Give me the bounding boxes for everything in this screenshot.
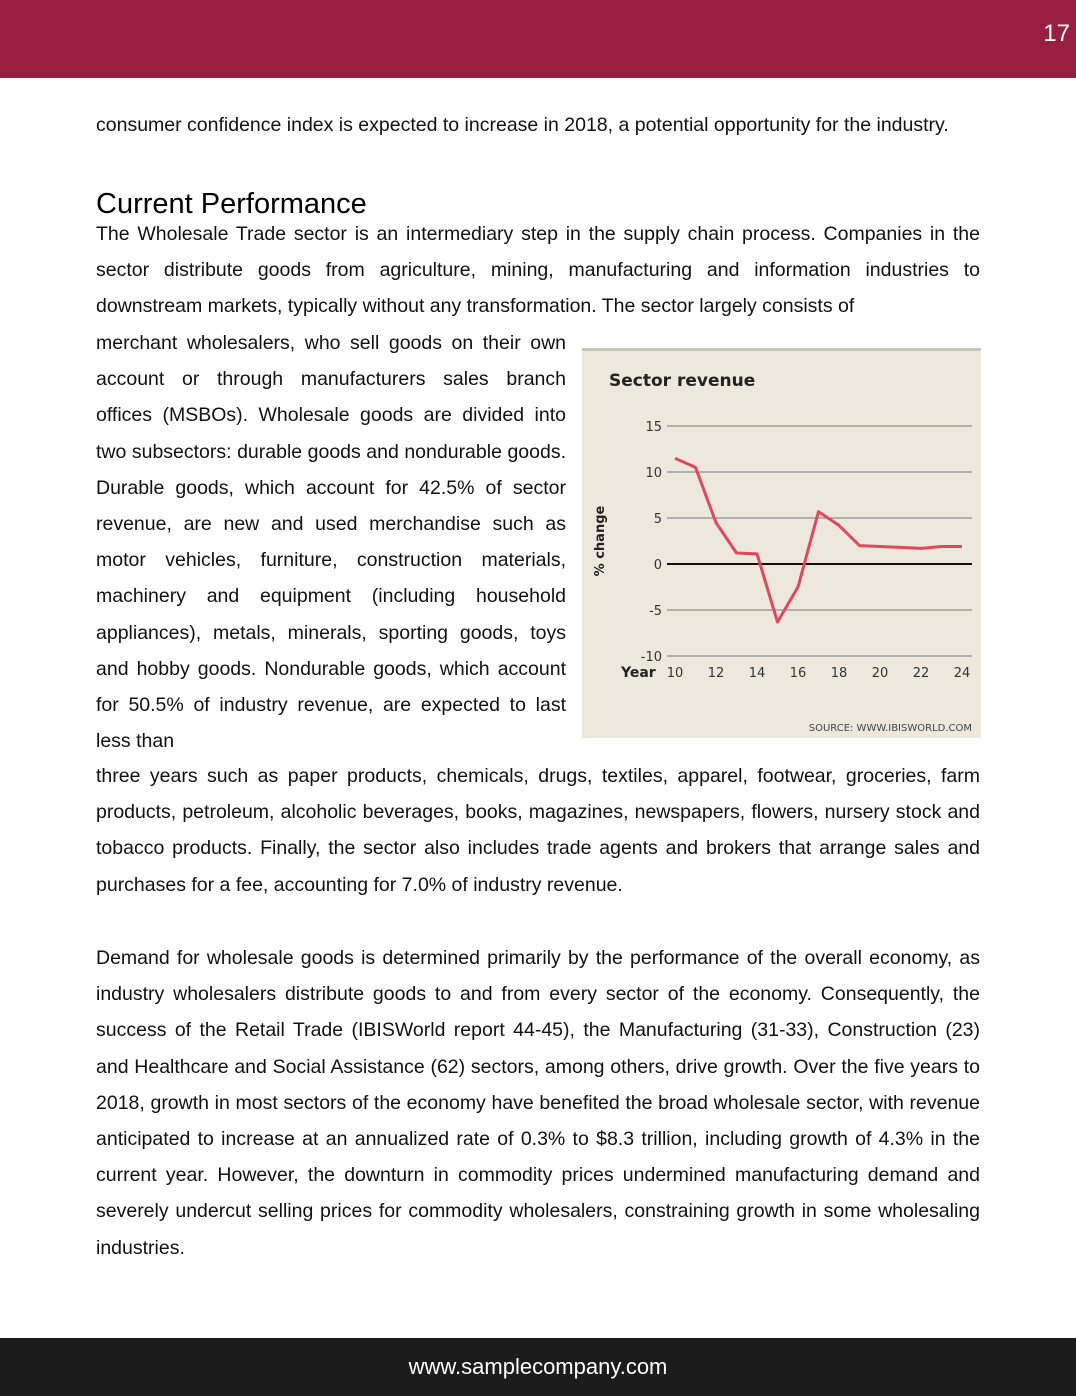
x-tick-label: 14 — [748, 666, 766, 681]
y-tick-label: -5 — [649, 604, 662, 619]
intro-paragraph: consumer confidence index is expected to increase in 2018, a potential opportunity for the industry. — [96, 114, 949, 136]
y-tick-label: 5 — [653, 512, 662, 527]
chart-title: Sector revenue — [609, 371, 756, 391]
paragraph-1-bottom: three years such as paper products, chemicals, drugs, textiles, apparel, footwear, groceries, farm products, petroleum, alcoholic beverages, books, magazines, newspapers, flowers, nursery stock and tobacco products. Finally, the sector also includes trade agents and brokers that arrange sales and purchases for a fee, accounting for 7.0% of industry revenue. — [96, 765, 980, 896]
paragraph-2: Demand for wholesale goods is determined primarily by the performance of the overall economy, as industry wholesalers distribute goods to and from every sector of the economy. Consequently, the success of the Retail Trade (IBISWorld report 44-45), the Manufacturing (31-33), Construction (23) and Healthcare and Social Assistance (62) sectors, among others, drive growth. Over the five years to 2018, growth in most sectors of the economy have benefited the broad wholesale sector, with revenue anticipated to increase at an annualized rate of 0.3% to $8.3 trillion, including growth of 4.3% in the current year. However, the downturn in commodity prices undermined manufacturing demand and severely undercut selling prices for commodity wholesalers, constraining growth in some wholesaling industries. — [96, 947, 980, 1259]
paragraph-1-side: merchant wholesalers, who sell goods on their own account or through manufacturers sales branch offices (MSBOs). Wholesale goods are divided into two subsectors: durable goods and nondurable goods. Durable goods, which account for 42.5% of sector revenue, are new and used merchandise such as motor vehicles, furniture, construction materials, machinery and equipment (including household appliances), metals, minerals, sporting goods, toys and hobby goods. Nondurable goods, which account for 50.5% of industry revenue, are expected to last less than — [96, 332, 566, 753]
x-tick-label: 24 — [953, 666, 971, 681]
y-tick-label: 10 — [645, 466, 662, 481]
x-axis-label: Year — [621, 665, 656, 681]
series-line — [675, 458, 962, 622]
x-tick-label: 20 — [871, 666, 889, 681]
chart-svg — [582, 351, 981, 738]
y-tick-label: 15 — [645, 420, 662, 435]
y-tick-label: -10 — [640, 650, 662, 665]
footer-band — [0, 1338, 1076, 1396]
y-axis-label: % change — [593, 505, 608, 577]
page-number: 17 — [1043, 20, 1070, 47]
y-tick-label: 0 — [653, 558, 662, 573]
section-heading: Current Performance — [96, 188, 367, 220]
header-band — [0, 0, 1076, 78]
x-tick-label: 16 — [789, 666, 807, 681]
footer-url: www.samplecompany.com — [408, 1354, 668, 1379]
chart-source: SOURCE: WWW.IBISWORLD.COM — [808, 723, 972, 734]
paragraph-1-top: The Wholesale Trade sector is an intermediary step in the supply chain process. Companies in the sector distribute goods from agriculture, mining, manufacturing and information industries to downstream markets, typically without any transformation. The sector largely consists of — [96, 223, 980, 318]
x-tick-label: 10 — [666, 666, 684, 681]
x-tick-label: 18 — [830, 666, 848, 681]
x-tick-label: 12 — [707, 666, 725, 681]
x-tick-label: 22 — [912, 666, 930, 681]
sector-revenue-chart — [582, 348, 981, 738]
